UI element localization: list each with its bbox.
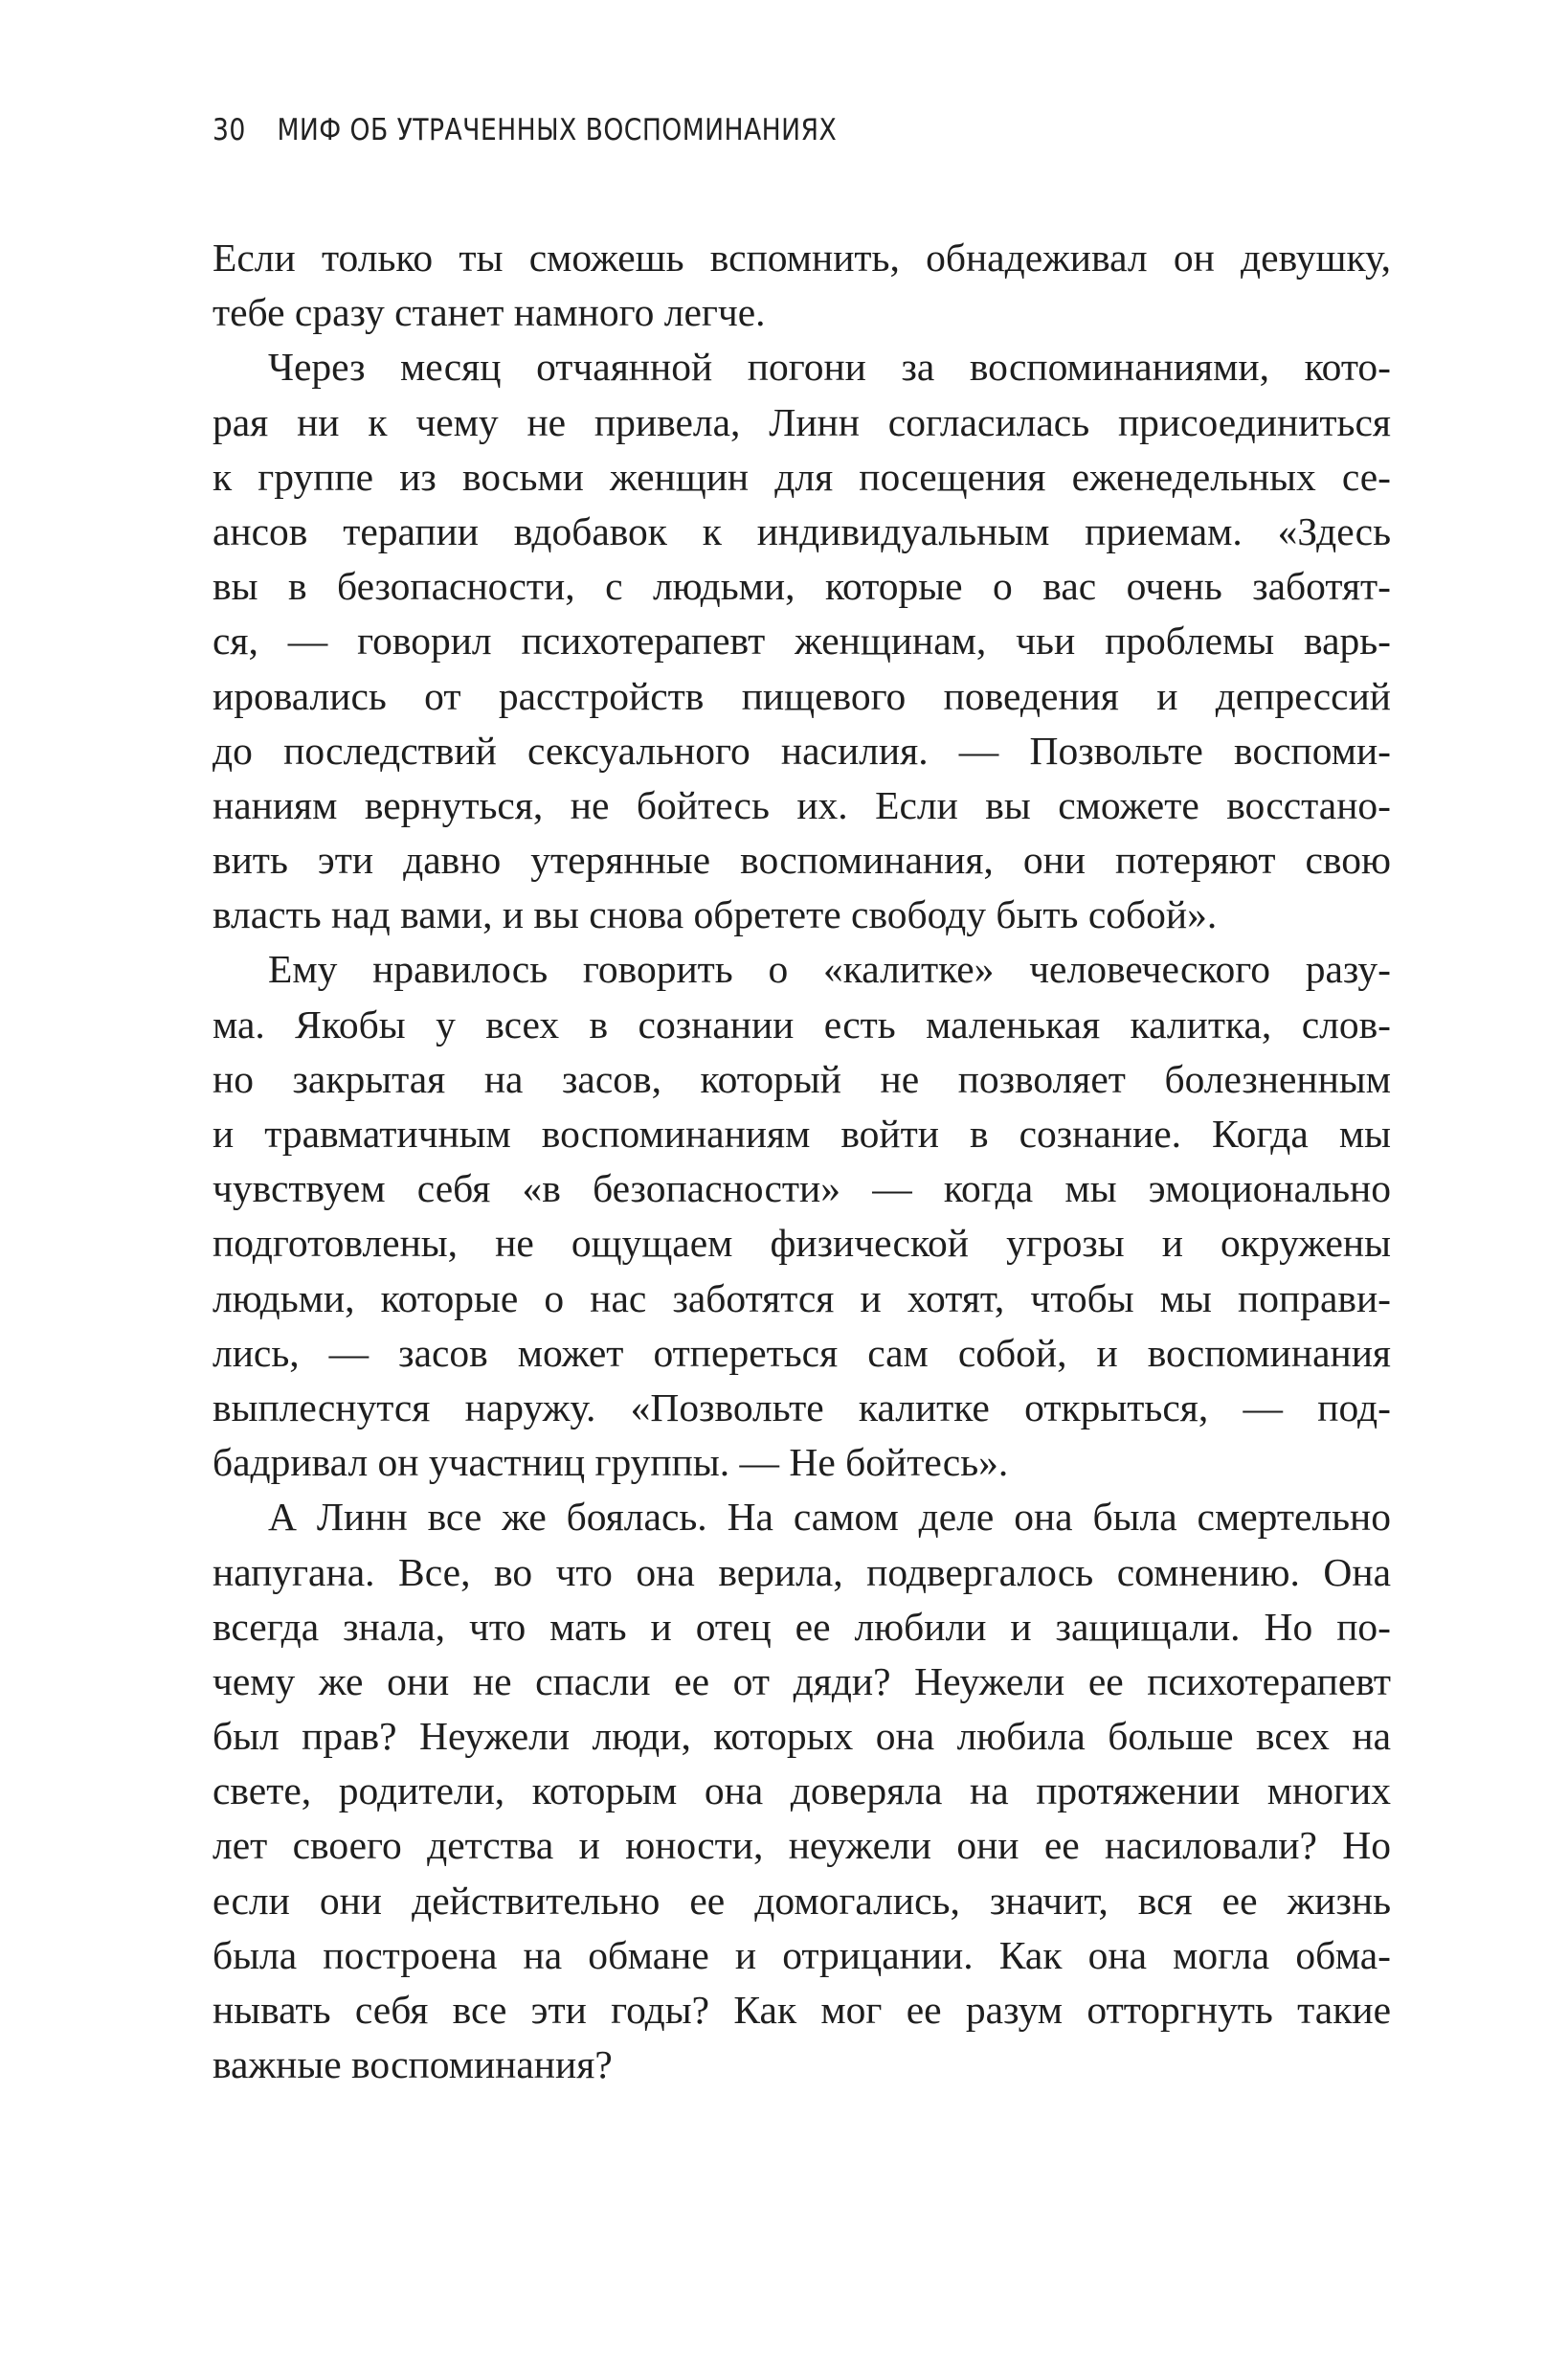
- text-line: всегда знала, что мать и отец ее любили и защищали. Но по-: [213, 1604, 1391, 1649]
- text-line: ся, — говорил психотерапевт женщинам, чьи проблемы варь-: [213, 619, 1391, 664]
- running-title: МИФ ОБ УТРАЧЕННЫХ ВОСПОМИНАНИЯХ: [277, 113, 838, 147]
- text-line: бадривал он участниц группы. — Не бойтесь».: [213, 1440, 1009, 1485]
- text-line: Если только ты сможешь вспомнить, обнадеживал он девушку,: [213, 236, 1391, 280]
- text-line: вить эти давно утерянные воспоминания, они потеряют свою: [213, 838, 1391, 883]
- text-line: чему же они не спасли ее от дяди? Неужели ее психотерапевт: [213, 1658, 1391, 1703]
- text-line: Ему нравилось говорить о «калитке» человеческого разу-: [268, 947, 1391, 992]
- text-line: но закрытая на засов, который не позволяет болезненным: [213, 1056, 1391, 1101]
- text-line: Через месяц отчаянной погони за воспоминаниями, кото-: [268, 345, 1391, 390]
- text-line: подготовлены, не ощущаем физической угрозы и окружены: [213, 1221, 1391, 1266]
- text-line: лись, — засов может отпереться сам собой, и воспоминания: [213, 1330, 1391, 1375]
- text-line: ансов терапии вдобавок к индивидуальным приемам. «Здесь: [213, 508, 1391, 553]
- text-line: тебе сразу станет намного легче.: [213, 290, 766, 335]
- text-line: чувствуем себя «в безопасности» — когда мы эмоционально: [213, 1166, 1391, 1211]
- text-line: лет своего детства и юности, неужели они ее насиловали? Но: [213, 1823, 1391, 1868]
- text-line: вы в безопасности, с людьми, которые о вас очень заботят-: [213, 564, 1391, 609]
- paragraph: [213, 340, 1391, 942]
- text-line: к группе из восьми женщин для посещения еженедельных се-: [213, 454, 1391, 499]
- text-line: людьми, которые о нас заботятся и хотят, чтобы мы поправи-: [213, 1275, 1391, 1320]
- text-line: наниям вернуться, не бойтесь их. Если вы сможете восстано-: [213, 782, 1391, 827]
- text-line: А Линн все же боялась. На самом деле она была смертельно: [268, 1495, 1391, 1540]
- text-line: важные воспоминания?: [213, 2042, 613, 2087]
- text-line: и травматичным воспоминаниям войти в сознание. Когда мы: [213, 1112, 1391, 1156]
- text-line: была построена на обмане и отрицании. Как она могла обма-: [213, 1932, 1391, 1977]
- text-line: ма. Якобы у всех в сознании есть маленькая калитка, слов-: [213, 1002, 1391, 1047]
- text-line: нывать себя все эти годы? Как мог ее разум отторгнуть такие: [213, 1988, 1391, 2032]
- paragraph: [213, 942, 1391, 1490]
- running-header: [213, 107, 837, 153]
- body-text: [213, 231, 1391, 2092]
- text-line: выплеснутся наружу. «Позвольте калитке открыться, — под-: [213, 1385, 1391, 1430]
- text-line: власть над вами, и вы снова обретете свободу быть собой».: [213, 892, 1218, 937]
- text-line: рая ни к чему не привела, Линн согласилась присоединиться: [213, 399, 1391, 444]
- text-line: свете, родители, которым она доверяла на протяжении многих: [213, 1768, 1391, 1813]
- text-line: напугана. Все, во что она верила, подвергалось сомнению. Она: [213, 1549, 1391, 1594]
- page-number: 30: [213, 113, 246, 147]
- text-line: если они действительно ее домогались, значит, вся ее жизнь: [213, 1878, 1391, 1923]
- paragraph: [213, 231, 1391, 340]
- text-line: до последствий сексуального насилия. — Позвольте воспоми-: [213, 728, 1391, 773]
- text-line: был прав? Неужели люди, которых она любила больше всех на: [213, 1714, 1391, 1759]
- paragraph: [213, 1490, 1391, 2092]
- text-line: ировались от расстройств пищевого поведения и депрессий: [213, 673, 1391, 718]
